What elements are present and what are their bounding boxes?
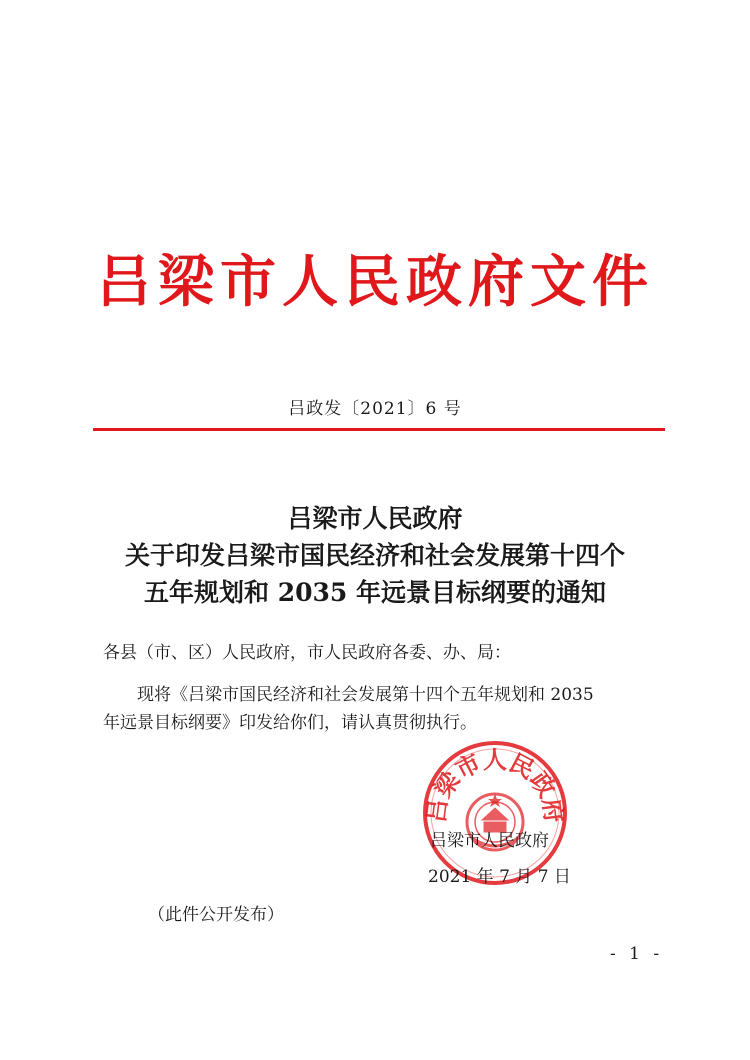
title-line-3: 五年规划和 2035 年远景目标纲要的通知 [144, 578, 606, 607]
title-line-1: 吕梁市人民政府 [287, 504, 463, 533]
seal-text: 吕梁市人民政府 [421, 745, 569, 825]
document-title [60, 500, 690, 611]
body-paragraph-line-1: 现将《吕梁市国民经济和社会发展第十四个五年规划和 2035 [137, 685, 594, 705]
body-paragraph-line-2: 年远景目标纲要》印发给你们，请认真贯彻执行。 [103, 713, 477, 733]
public-release-note: （此件公开发布） [148, 905, 284, 925]
recipients-line: 各县（市、区）人民政府，市人民政府各委、办、局： [103, 643, 511, 663]
signature-organization: 吕梁市人民政府 [430, 831, 549, 851]
document-number: 吕政发〔2021〕6 号 [288, 399, 462, 419]
title-line-2: 关于印发吕梁市国民经济和社会发展第十四个 [124, 541, 625, 570]
red-divider-line [93, 428, 665, 431]
page-number: - 1 - [610, 944, 664, 964]
signature-date: 2021 年 7 月 7 日 [428, 867, 571, 887]
document-header-title: 吕梁市人民政府文件 [96, 249, 654, 315]
